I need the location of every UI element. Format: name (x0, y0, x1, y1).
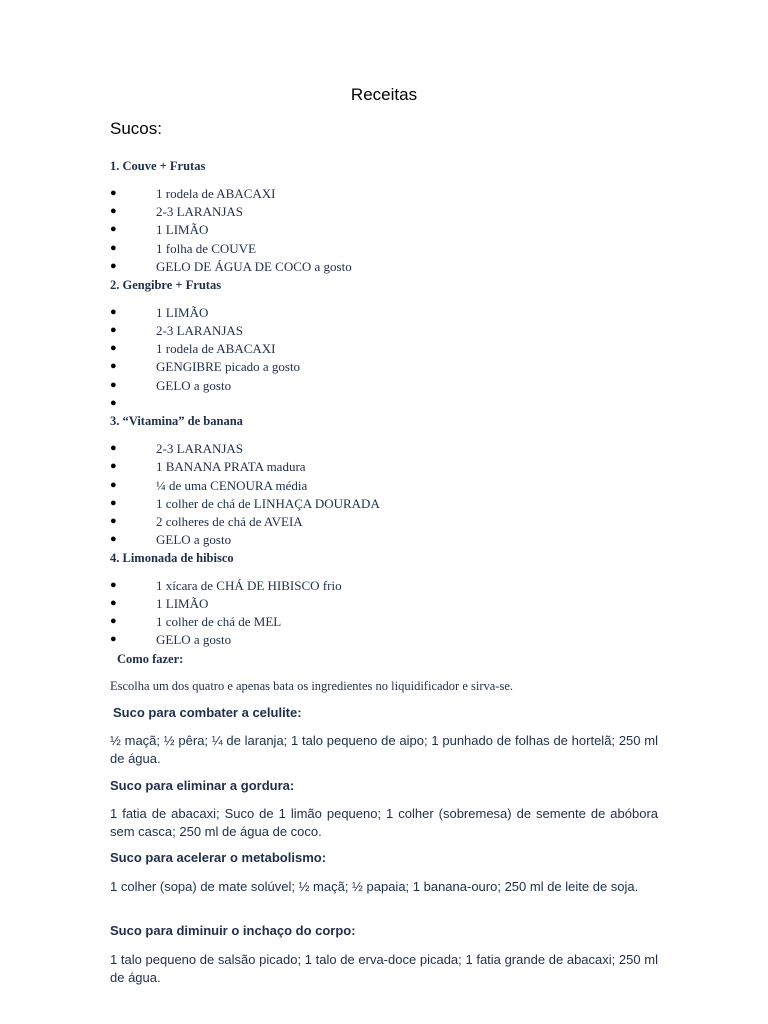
recipe-heading-3: 3. “Vitamina” de banana (110, 414, 243, 428)
bullet-icon: ● (110, 442, 117, 454)
bullet-icon: ● (110, 497, 117, 509)
juice-body-cellulite: ½ maçã; ½ pêra; ¼ de laranja; 1 talo pequeno de aipo; 1 punhado de folhas de hortelã; 250 ml de água. (110, 733, 658, 766)
bullet-icon: ● (110, 379, 117, 391)
bullet-icon: ● (110, 479, 117, 491)
recipe-heading-4: 4. Limonada de hibisco (110, 551, 234, 565)
bullet-icon: ● (110, 324, 117, 336)
recipe-heading-1: 1. Couve + Frutas (110, 159, 206, 173)
juice-body-metabolism: 1 colher (sopa) de mate solúvel; ½ maçã; ½ papaia; 1 banana-ouro; 250 ml de leite de soja. (110, 879, 639, 894)
juice-body-fat: 1 fatia de abacaxi; Suco de 1 limão pequeno; 1 colher (sobremesa) de semente de abóbora sem casca; 250 ml de água de coco. (110, 806, 658, 839)
bullet-icon: ● (110, 223, 117, 235)
section-heading: Sucos: (110, 119, 162, 138)
bullet-icon: ● (110, 515, 117, 527)
bullet-icon: ● (110, 242, 117, 254)
bullet-icon: ● (110, 460, 117, 472)
bullet-icon: ● (110, 205, 117, 217)
juice-title-metabolism: Suco para acelerar o metabolismo: (110, 850, 327, 865)
bullet-icon: ● (110, 597, 117, 609)
bullet-icon: ● (110, 360, 117, 372)
how-to-heading: Como fazer: (117, 652, 184, 666)
how-to-text: Escolha um dos quatro e apenas bata os ingredientes no liquidificador e sirva-se. (110, 679, 514, 693)
bullet-icon: ● (110, 633, 117, 645)
juice-title-cellulite: Suco para combater a celulite: (113, 705, 302, 720)
bullet-icon: ● (110, 533, 117, 545)
juice-body-swelling: 1 talo pequeno de salsão picado; 1 talo de erva-doce picada; 1 fatia grande de abacaxi; 250 ml de água. (110, 952, 658, 985)
bullet-icon: ● (110, 397, 117, 409)
juice-title-swelling: Suco para diminuir o inchaço do corpo: (110, 923, 356, 938)
juice-title-fat: Suco para eliminar a gordura: (110, 778, 295, 793)
bullet-icon: ● (110, 306, 117, 318)
recipe-heading-2: 2. Gengibre + Frutas (110, 278, 222, 292)
bullet-icon: ● (110, 260, 117, 272)
bullet-icon: ● (110, 579, 117, 591)
bullet-icon: ● (110, 342, 117, 354)
page-title: Receitas (350, 85, 418, 104)
bullet-icon: ● (110, 615, 117, 627)
bullet-icon: ● (110, 187, 117, 199)
